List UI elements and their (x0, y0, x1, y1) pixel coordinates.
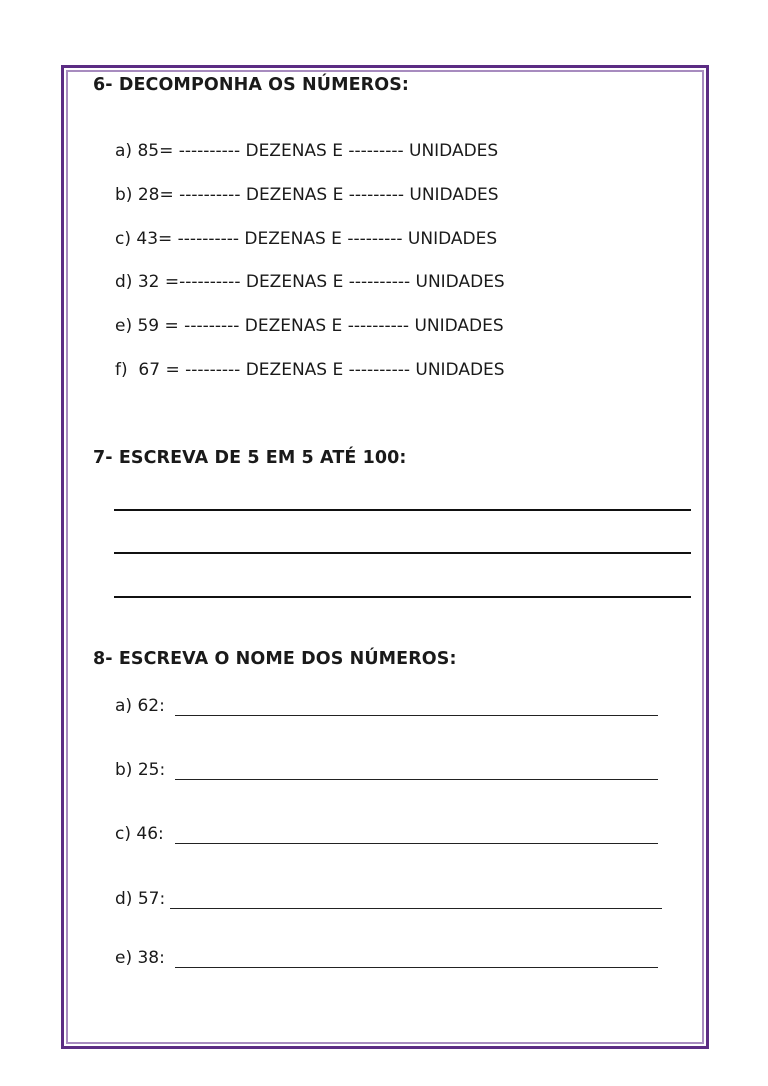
number-name-label: e) 38: (115, 948, 165, 968)
answer-line-1[interactable] (114, 509, 691, 511)
number-name-label: a) 62: (115, 696, 165, 716)
decompose-item-e: e) 59 = --------- DEZENAS E ---------- UNIDADES (115, 316, 504, 336)
number-name-label: d) 57: (115, 889, 166, 909)
question-8-title: 8- ESCREVA O NOME DOS NÚMEROS: (93, 649, 457, 669)
number-name-answer-line[interactable] (170, 908, 662, 909)
question-6-title: 6- DECOMPONHA OS NÚMEROS: (93, 75, 410, 95)
question-7-title: 7- ESCREVA DE 5 EM 5 ATÉ 100: (93, 448, 407, 468)
answer-line-3[interactable] (114, 596, 691, 598)
answer-line-2[interactable] (114, 552, 691, 554)
decompose-item-f: f) 67 = --------- DEZENAS E ---------- UNIDADES (115, 360, 505, 380)
number-name-answer-line[interactable] (175, 967, 658, 968)
number-name-label: c) 46: (115, 824, 164, 844)
decompose-item-a: a) 85= ---------- DEZENAS E --------- UNIDADES (115, 141, 499, 161)
number-name-answer-line[interactable] (175, 715, 658, 716)
number-name-answer-line[interactable] (175, 779, 658, 780)
decompose-item-c: c) 43= ---------- DEZENAS E --------- UNIDADES (115, 229, 498, 249)
decompose-item-b: b) 28= ---------- DEZENAS E --------- UNIDADES (115, 185, 499, 205)
number-name-label: b) 25: (115, 760, 166, 780)
decompose-item-d: d) 32 =---------- DEZENAS E ---------- UNIDADES (115, 272, 505, 292)
number-name-answer-line[interactable] (175, 843, 658, 844)
